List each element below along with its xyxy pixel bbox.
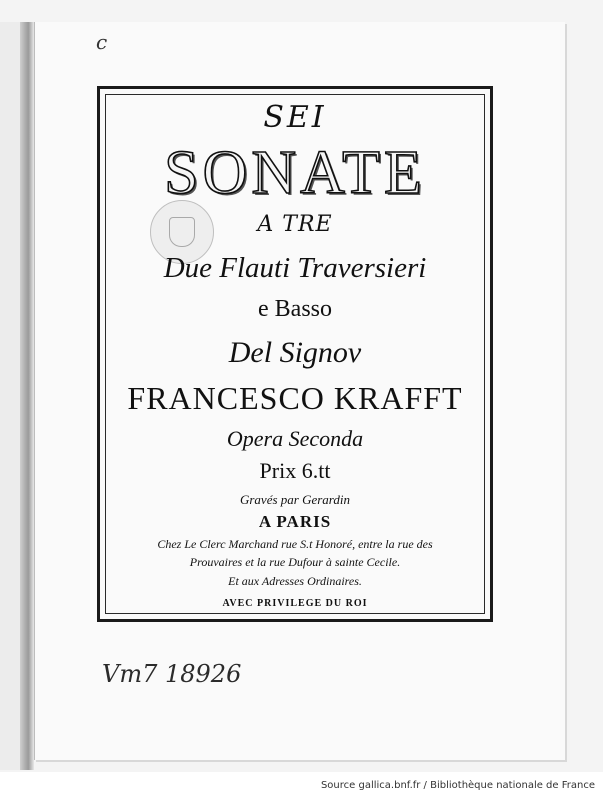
- corner-mark: c: [96, 30, 108, 54]
- engraver-credit: Gravés par Gerardin: [239, 492, 350, 507]
- royal-privilege: AVEC PRIVILEGE DU ROI: [222, 598, 368, 609]
- title-line-sonate: SONATE: [164, 139, 426, 207]
- publisher-address-line-3: Et aux Adresses Ordinaires.: [228, 574, 362, 588]
- publisher-address-line-1: Chez Le Clerc Marchand rue S.t Honoré, entre la rue des: [157, 537, 433, 551]
- publisher-address-line-2: Prouvaires et la rue Dufour à sainte Cecile.: [189, 555, 401, 569]
- title-line-instruments: Due Flauti Traversieri: [163, 252, 427, 284]
- shelfmark: Vm7 18926: [102, 660, 242, 688]
- source-credit: Source gallica.bnf.fr / Bibliothèque nationale de France: [320, 780, 595, 791]
- opus-number: Opera Seconda: [226, 426, 364, 451]
- composer-name: FRANCESCO KRAFFT: [127, 380, 463, 416]
- publisher-city: A PARIS: [258, 512, 332, 531]
- title-line-basso: e Basso: [258, 296, 332, 322]
- title-line-sei: SEI: [263, 100, 327, 135]
- title-line-del-signor: Del Signov: [228, 336, 362, 369]
- book-spine: [20, 22, 34, 770]
- price: Prix 6.tt: [259, 458, 331, 483]
- title-line-a-tre: A TRE: [257, 212, 333, 237]
